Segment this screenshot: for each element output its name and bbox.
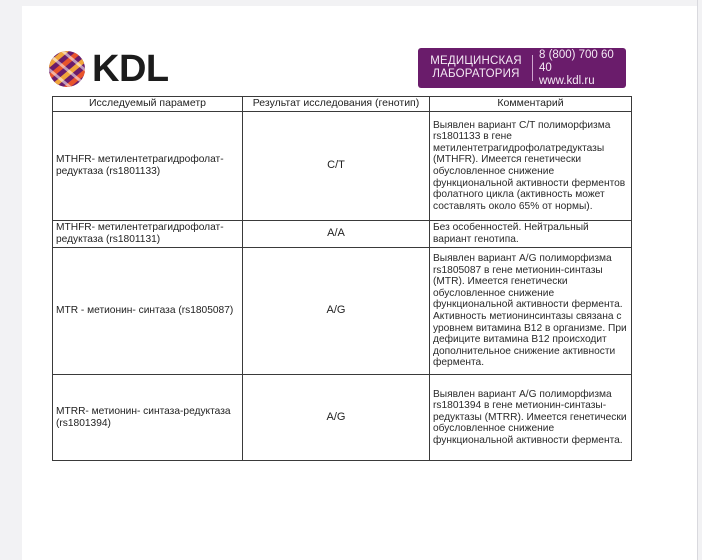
logo-wordmark: KDL (92, 48, 169, 90)
genotype-results-table (52, 96, 632, 461)
parameter-cell: MTHFR- метилентетрагидрофолат-редуктаза (rs1801131) (53, 221, 243, 248)
comment-cell: Без особенностей. Нейтральный вариант генотипа. (430, 221, 632, 248)
lab-phone: 8 (800) 700 60 40 (539, 48, 614, 74)
column-header-parameter: Исследуемый параметр (53, 97, 243, 112)
comment-cell: Выявлен вариант A/G полиморфизма rs1805087 в гене метионин-синтазы (MTR). Имеется генетически обусловленное снижение функциональной активности фермента. Активность метионинсинтазы связана с уровнем витамина B12 в организме. При дефиците витамина B12 происходит дополнительное снижение активности фермента. (430, 248, 632, 375)
parameter-cell: MTR - метионин- синтаза (rs1805087) (53, 248, 243, 375)
page-edge (697, 0, 698, 560)
lab-name-line1: МЕДИЦИНСКАЯ (430, 55, 522, 67)
comment-cell: Выявлен вариант C/T полиморфизма rs1801133 в гене метилентетрагидрофолатредуктазы (MTHFR). Имеется генетически обусловленное снижение функциональной активности ферментов фолатного цикла (активность может составлять около 65% от нормы). (430, 112, 632, 221)
column-header-comment: Комментарий (430, 97, 632, 112)
lab-website: www.kdl.ru (539, 74, 595, 87)
genotype-cell: A/A (243, 221, 430, 248)
table-row (53, 112, 632, 221)
table-row (53, 248, 632, 375)
parameter-cell: MTRR- метионин- синтаза-редуктаза (rs1801394) (53, 375, 243, 461)
lab-name-line2: ЛАБОРАТОРИЯ (432, 68, 520, 80)
column-header-result: Результат исследования (генотип) (243, 97, 430, 112)
table-header-row (53, 97, 632, 112)
table-row (53, 375, 632, 461)
lab-contacts (537, 49, 626, 88)
kdl-logo-icon (48, 50, 86, 88)
lab-contact-badge (418, 48, 626, 88)
comment-cell: Выявлен вариант A/G полиморфизма rs1801394 в гене метионин-синтазы-редуктазы (MTRR). Имеется генетически обусловленное снижение функциональной активности фермента. (430, 375, 632, 461)
genotype-cell: C/T (243, 112, 430, 221)
kdl-logo (48, 49, 169, 89)
badge-divider (532, 55, 533, 81)
parameter-cell: MTHFR- метилентетрагидрофолат-редуктаза (rs1801133) (53, 112, 243, 221)
table-row (53, 221, 632, 248)
lab-name (418, 55, 528, 81)
genotype-cell: A/G (243, 375, 430, 461)
genotype-cell: A/G (243, 248, 430, 375)
